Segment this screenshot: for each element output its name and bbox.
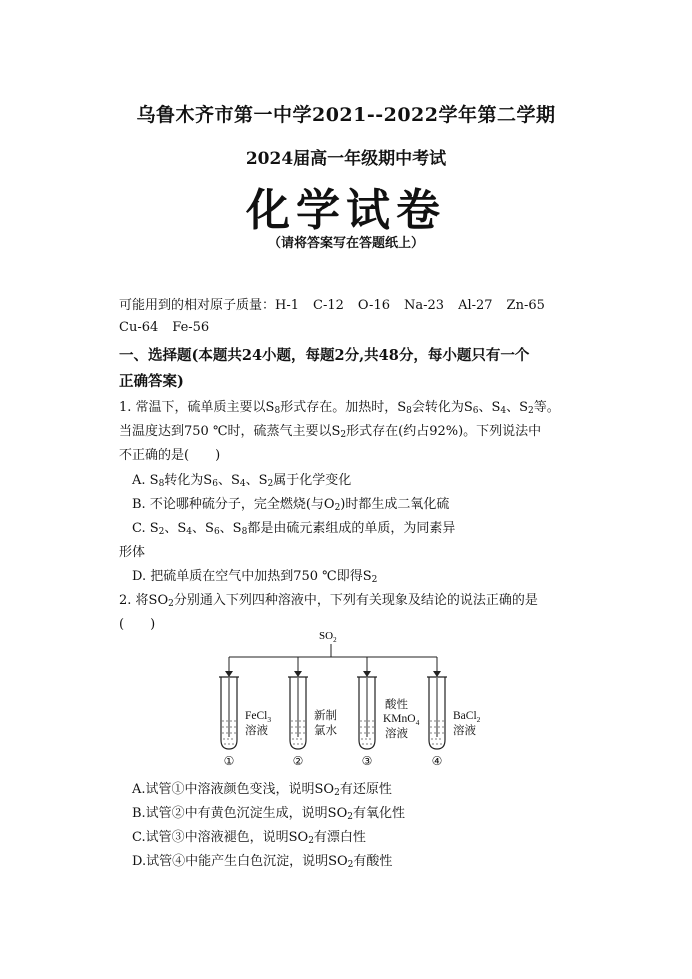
q1-text: 、S [478, 400, 501, 415]
subscript: 2 [267, 479, 274, 489]
subscript: 8 [158, 479, 165, 489]
q1-option-b[interactable] [132, 493, 449, 512]
q2-text: 有还原性 [339, 782, 392, 797]
q1-text: 等。 [533, 400, 560, 415]
q1-option-c-continued: 形体 [119, 545, 146, 560]
tube-number-2: ② [292, 754, 304, 768]
q1-stem-line-1 [119, 396, 560, 415]
q1-text: 1. 常温下，硫单质主要以S [119, 400, 275, 415]
q2-text: 2. 将SO [119, 593, 169, 608]
tube-3-solution-label: 溶液 [385, 728, 408, 740]
q1-text: 形式存在(约占92%)。下列说法中 [346, 424, 542, 439]
tube-3-reagent-label: KMnO$_4$ [383, 713, 420, 727]
tube-4-solution-label: 溶液 [453, 725, 476, 737]
q1-text: 、S [164, 521, 187, 536]
q1-text: 、S [217, 473, 240, 488]
q1-text: 都是由硫元素组成的单质，为同素异 [247, 521, 456, 536]
q1-text: C. S [132, 521, 159, 536]
atomic-mass-item: Fe-56 [172, 320, 210, 335]
atomic-mass-item: Na-23 [404, 298, 445, 313]
q1-text: A. S [132, 473, 159, 488]
exam-school-title: 乌鲁木齐市第一中学2021--2022学年第二学期 [136, 104, 556, 126]
subscript: 4 [186, 527, 193, 537]
q1-text: B. 不论哪种硫分子，完全燃烧(与O [132, 497, 335, 512]
atomic-mass-item: Al-27 [458, 298, 493, 313]
q2-text: 分别通入下列四种溶液中，下列有关现象及结论的说法正确的是 [173, 593, 538, 608]
q2-stem-line-2: ( ) [119, 617, 156, 632]
q2-text: C.试管③中溶液褪色，说明SO [132, 830, 309, 845]
tube-2-solution-label: 氯水 [314, 725, 337, 737]
tube-3-condition-label: 酸性 [385, 699, 408, 711]
tube-1-solution-label: 溶液 [245, 725, 268, 737]
q1-stem-line-2 [119, 420, 541, 439]
section-heading-line-1: 一、选择题(本题共24小题，每题2分,共48分，每小题只有一个 [119, 347, 530, 364]
q1-text: 当温度达到750 ℃时，硫蒸气主要以S [119, 424, 341, 439]
q1-text: 形式存在。加热时，S [280, 400, 407, 415]
q1-option-d[interactable] [132, 565, 377, 584]
atomic-mass-line-2 [119, 320, 209, 335]
q1-stem-line-3: 不正确的是( ) [119, 448, 221, 463]
diagram-so2-label: $SO_2$ [319, 630, 337, 644]
tube-number-3: ③ [361, 754, 373, 768]
subscript: 2 [158, 527, 165, 537]
tube-number-4: ④ [431, 754, 443, 768]
q1-text: )时都生成二氧化硫 [340, 497, 450, 512]
arrow-down-icon [433, 671, 441, 677]
q2-text: A.试管①中溶液颜色变浅，说明SO [132, 782, 335, 797]
q2-text: 有漂白性 [313, 830, 366, 845]
atomic-mass-item: O-16 [357, 298, 390, 313]
exam-grade-title: 2024届高一年级期中考试 [245, 149, 447, 169]
arrow-down-icon [363, 671, 371, 677]
subscript: 6 [213, 527, 220, 537]
atomic-mass-line-1 [119, 294, 545, 313]
subscript: 2 [528, 406, 534, 416]
q2-option-c[interactable] [132, 826, 366, 845]
q2-stem-line-1 [119, 589, 538, 608]
subscript: 8 [241, 527, 248, 537]
subscript: 6 [212, 479, 218, 489]
atomic-mass-item: Cu-64 [119, 320, 159, 335]
atomic-mass-item: H-1 [275, 298, 300, 313]
subscript: 2 [168, 599, 174, 609]
section-heading-line-2: 正确答案) [119, 373, 184, 390]
test-tube-diagram [200, 625, 500, 770]
tube-4-reagent-label: BaCl$_2$ [453, 710, 481, 724]
q2-option-b[interactable] [132, 802, 405, 821]
tube-1-reagent-label: FeCl$_3$ [245, 710, 272, 724]
subscript: 8 [406, 406, 412, 416]
test-tube-2 [288, 677, 308, 749]
subscript: 4 [500, 406, 507, 416]
q1-text: 属于化学变化 [273, 473, 352, 488]
tube-2-reagent-label: 新制 [314, 710, 337, 722]
subscript: 2 [347, 812, 353, 822]
q1-text: 会转化为S [411, 400, 473, 415]
atomic-mass-item: Zn-65 [506, 298, 545, 313]
subscript: 2 [334, 788, 340, 798]
answer-sheet-note: （请将答案写在答题纸上） [267, 236, 424, 251]
q2-text: 有氧化性 [352, 806, 405, 821]
subscript: 2 [371, 575, 378, 585]
q2-option-d[interactable] [132, 850, 392, 869]
subscript: 4 [239, 479, 246, 489]
atomic-mass-item: C-12 [313, 298, 344, 313]
q2-text: D.试管④中能产生白色沉淀，说明SO [132, 854, 348, 869]
subscript: 2 [347, 860, 354, 870]
q1-option-c[interactable] [132, 517, 455, 536]
arrow-down-icon [225, 671, 233, 677]
test-tube-4 [427, 677, 447, 749]
tube-number-1: ① [223, 754, 235, 768]
arrow-down-icon [294, 671, 302, 677]
q1-text: 、S [192, 521, 214, 536]
q1-text: D. 把硫单质在空气中加热到750 ℃即得S [132, 569, 372, 584]
test-tube-3 [357, 677, 377, 749]
q1-text: 、S [219, 521, 242, 536]
q1-option-a[interactable] [132, 469, 351, 488]
atomic-mass-label: 可能用到的相对原子质量： [119, 298, 276, 313]
q2-text: B.试管②中有黄色沉淀生成，说明SO [132, 806, 348, 821]
test-tube-1 [219, 677, 239, 749]
q2-text: 有酸性 [353, 854, 393, 869]
subject-title: 化学试卷 [246, 185, 446, 236]
q1-text: 、S [506, 400, 529, 415]
subscript: 2 [334, 503, 341, 513]
q1-text: 、S [245, 473, 268, 488]
subscript: 8 [274, 406, 281, 416]
subscript: 6 [472, 406, 479, 416]
subscript: 2 [340, 430, 347, 440]
q1-text: 转化为S [164, 473, 213, 488]
subscript: 2 [308, 836, 314, 846]
q2-option-a[interactable] [132, 778, 392, 797]
